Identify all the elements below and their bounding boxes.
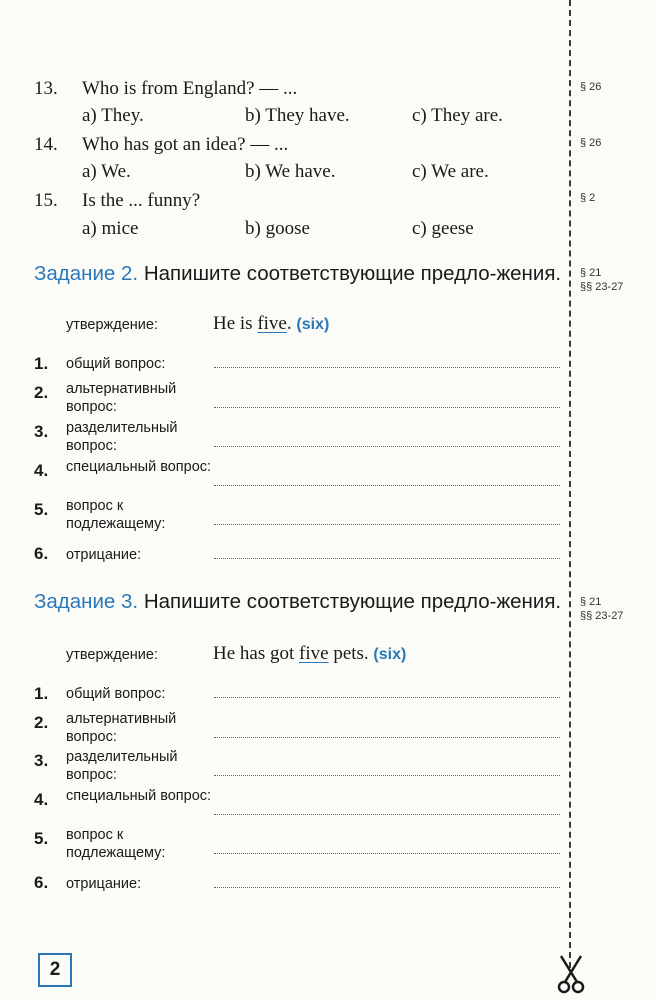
answer-line[interactable] [214,775,560,776]
underlined-word: five [299,643,329,664]
row-number: 6. [34,544,49,563]
hint-word: (six) [373,646,407,663]
answer-row [34,498,564,536]
task-heading [34,588,564,615]
row-number: 5. [34,829,49,848]
row-label: отрицание: [66,876,142,892]
margin-reference: § 2 [580,192,596,204]
page-number: 2 [38,953,72,987]
hint-word: (six) [296,316,330,333]
task-instruction: Напишите соответствующие предло-жения. [138,262,562,285]
row-number: 2. [34,713,49,732]
answer-row [34,873,564,911]
answer-line[interactable] [214,853,560,854]
statement-sentence: He has got five pets. (six) [213,643,407,664]
option-c: c) We are. [412,161,489,182]
answer-line[interactable] [214,524,560,525]
option-c: c) geese [412,218,474,239]
question-number: 13. [34,78,58,99]
answer-row [34,788,564,826]
option-c: c) They are. [412,105,503,126]
row-label: разделительный вопрос: [66,749,178,783]
row-label: специальный вопрос: [66,788,212,804]
answer-row [34,749,564,787]
answer-row [34,381,564,419]
answer-line[interactable] [214,558,560,559]
question-number: 14. [34,134,58,155]
cut-line [569,0,571,968]
margin-reference: § 26 [580,81,602,93]
row-number: 6. [34,873,49,892]
answer-row [34,459,564,497]
task-heading [34,260,564,287]
row-number: 1. [34,354,49,373]
row-number: 4. [34,461,49,480]
underlined-word: five [257,313,287,334]
row-label: специальный вопрос: [66,459,212,475]
question-text: Who is from England? — ... [82,78,298,99]
answer-line[interactable] [214,697,560,698]
option-a: a) They. [82,105,144,126]
answer-line[interactable] [214,737,560,738]
question-number: 15. [34,190,58,211]
margin-reference: § 26 [580,137,602,149]
row-number: 2. [34,383,49,402]
row-label: отрицание: [66,547,142,563]
option-a: a) mice [82,218,139,239]
option-a: a) We. [82,161,131,182]
row-label: общий вопрос: [66,686,166,702]
task-instruction: Напишите соответствующие предло-жения. [138,590,562,613]
margin-reference: § 21 §§ 23-27 [580,267,624,293]
option-b: b) goose [245,218,310,239]
row-label: разделительный вопрос: [66,420,178,454]
answer-line[interactable] [214,367,560,368]
statement-label: утверждение: [66,317,158,333]
answer-row [34,711,564,749]
statement-label: утверждение: [66,647,158,663]
row-number: 4. [34,790,49,809]
answer-line[interactable] [214,887,560,888]
question-text: Who has got an idea? — ... [82,134,289,155]
option-b: b) We have. [245,161,336,182]
answer-row [34,827,564,865]
margin-reference: § 21 §§ 23-27 [580,596,624,622]
answer-line[interactable] [214,485,560,486]
row-label: альтернативный вопрос: [66,381,177,415]
answer-row [34,544,564,582]
row-label: альтернативный вопрос: [66,711,177,745]
statement-sentence: He is five. (six) [213,313,330,334]
row-label: вопрос к подлежащему: [66,827,166,861]
scissors-icon [557,954,585,994]
answer-row [34,420,564,458]
answer-line[interactable] [214,814,560,815]
answer-line[interactable] [214,407,560,408]
answer-line[interactable] [214,446,560,447]
row-number: 1. [34,684,49,703]
row-label: общий вопрос: [66,356,166,372]
task-label: Задание 2. [34,262,139,285]
row-number: 5. [34,500,49,519]
row-label: вопрос к подлежащему: [66,498,166,532]
row-number: 3. [34,422,49,441]
row-number: 3. [34,751,49,770]
question-text: Is the ... funny? [82,190,201,211]
task-label: Задание 3. [34,590,139,613]
option-b: b) They have. [245,105,350,126]
